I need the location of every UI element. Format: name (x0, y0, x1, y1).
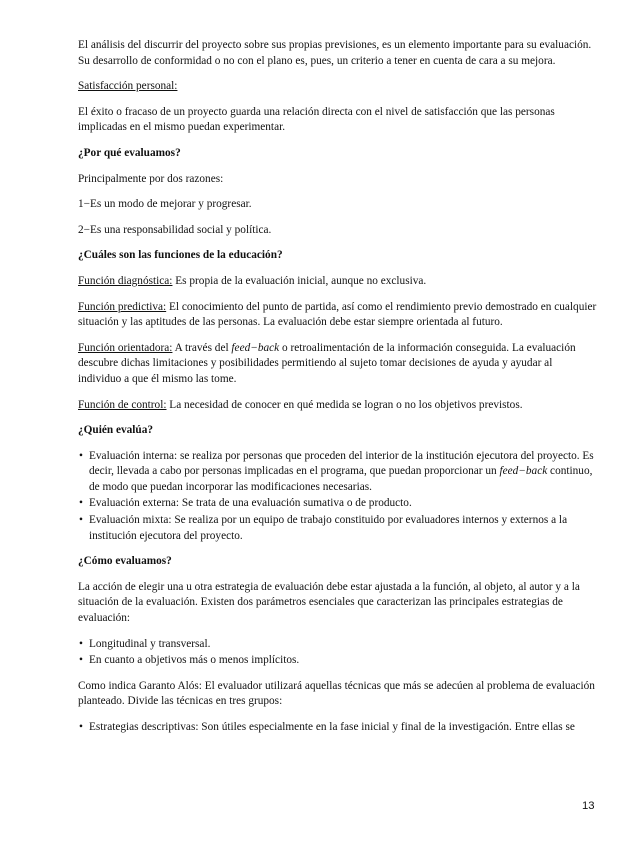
text-funcion-diagnostica: Es propia de la evaluación inicial, aunque no exclusiva. (172, 274, 427, 287)
paragraph-garanto: Como indica Garanto Alós: El evaluador utilizará aquellas técnicas que más se adecúen al problema de evaluación planteado. Divide las técnicas en tres grupos: (78, 679, 595, 708)
bullet-icon: • (79, 497, 83, 510)
label-funcion-control: Función de control: (78, 398, 167, 411)
label-funcion-diagnostica: Función diagnóstica: (78, 274, 173, 287)
label-funcion-orientadora: Función orientadora: (78, 341, 173, 354)
list-item (78, 513, 598, 544)
paragraph-funcion-diagnostica (78, 274, 598, 290)
paragraph-razon-1: 1−Es un modo de mejorar y progresar. (78, 198, 252, 211)
paragraph-estrategia: La acción de elegir una u otra estrategia de evaluación debe estar ajustada a la función, al objeto, al autor y a la situación de la evaluación. Existen dos parámetros esenciales que caracterizan las principales estrategias de evaluación: (78, 580, 580, 625)
item-mixta: Evaluación mixta: Se realiza por un equipo de trabajo constituido por evaluadores internos y externos a la institución ejecutora del proyecto. (89, 514, 568, 542)
document-page (78, 38, 598, 746)
list-item (78, 496, 598, 512)
heading-como-evaluamos: ¿Cómo evaluamos? (78, 555, 172, 568)
item-objetivos: En cuanto a objetivos más o menos implícitos. (89, 654, 300, 667)
heading-funciones: ¿Cuáles son las funciones de la educación? (78, 249, 283, 262)
bullet-icon: • (79, 514, 83, 527)
list-item (78, 637, 598, 653)
list-item (78, 449, 598, 496)
heading-satisfaccion: Satisfacción personal: (78, 80, 178, 93)
paragraph-funcion-predictiva (78, 300, 598, 331)
list-quien-evalua (78, 449, 598, 545)
emphasis-feed-back: feed−back (499, 465, 548, 478)
text-funcion-orientadora-post: o retroalimentación de la información conseguida. La evaluación descubre dichas limitaciones y posibilidades permitiendo al sujeto tomar decisiones de ayuda y ayudar al individuo a que él mismo las tome. (78, 341, 576, 385)
bullet-icon: • (79, 721, 83, 733)
text-funcion-predictiva: El conocimiento del punto de partida, así como el rendimiento previo demostrado en cualquier situación y las aptitudes de las personas. La evaluación debe estar siempre orientada al futuro. (78, 300, 597, 329)
bullet-icon: • (79, 654, 83, 667)
list-item (78, 720, 598, 736)
text-funcion-control: La necesidad de conocer en qué medida se logran o no los objetivos previstos. (166, 398, 523, 411)
paragraph-analisis: El análisis del discurrir del proyecto sobre sus propias previsiones, es un elemento importante para su evaluación. Su desarrollo de conformidad o no con el plano es, pues, un criterio a tener en cuenta de cara a su mejora. (78, 39, 592, 67)
paragraph-funcion-control (78, 398, 598, 414)
bullet-icon: • (79, 449, 83, 462)
paragraph-razon-2: 2−Es una responsabilidad social y política. (78, 223, 272, 236)
list-estrategias (78, 720, 598, 736)
list-item (78, 653, 598, 669)
item-interna-pre: Evaluación interna: se realiza por personas que proceden del interior de la institución ejecutora del proyecto. Es decir, llevada a cabo por personas implicadas en el programa, que puedan proporcionar un (89, 449, 594, 478)
label-funcion-predictiva: Función predictiva: (78, 300, 167, 313)
heading-quien-evalua: ¿Quién evalúa? (78, 424, 154, 437)
paragraph-funcion-orientadora (78, 341, 598, 388)
heading-por-que-evaluamos: ¿Por qué evaluamos? (78, 146, 181, 159)
bullet-icon: • (79, 637, 83, 650)
list-parametros (78, 637, 598, 669)
paragraph-razones: Principalmente por dos razones: (78, 172, 224, 185)
page-number: 13 (582, 800, 595, 812)
text-funcion-orientadora-pre: A través del (172, 341, 232, 354)
item-externa: Evaluación externa: Se trata de una evaluación sumativa o de producto. (89, 497, 412, 510)
item-interna-post: continuo, de modo que puedan incorporar las modificaciones necesarias. (89, 465, 593, 493)
item-descriptivas: Estrategias descriptivas: Son útiles especialmente en la fase inicial y final de la investigación. Entre ellas se (89, 721, 575, 733)
paragraph-satisfaccion: El éxito o fracaso de un proyecto guarda una relación directa con el nivel de satisfacción que las personas implicadas en el mismo puedan experimentar. (78, 105, 555, 134)
emphasis-feed-back: feed−back (231, 341, 280, 354)
item-longitudinal: Longitudinal y transversal. (89, 637, 211, 650)
